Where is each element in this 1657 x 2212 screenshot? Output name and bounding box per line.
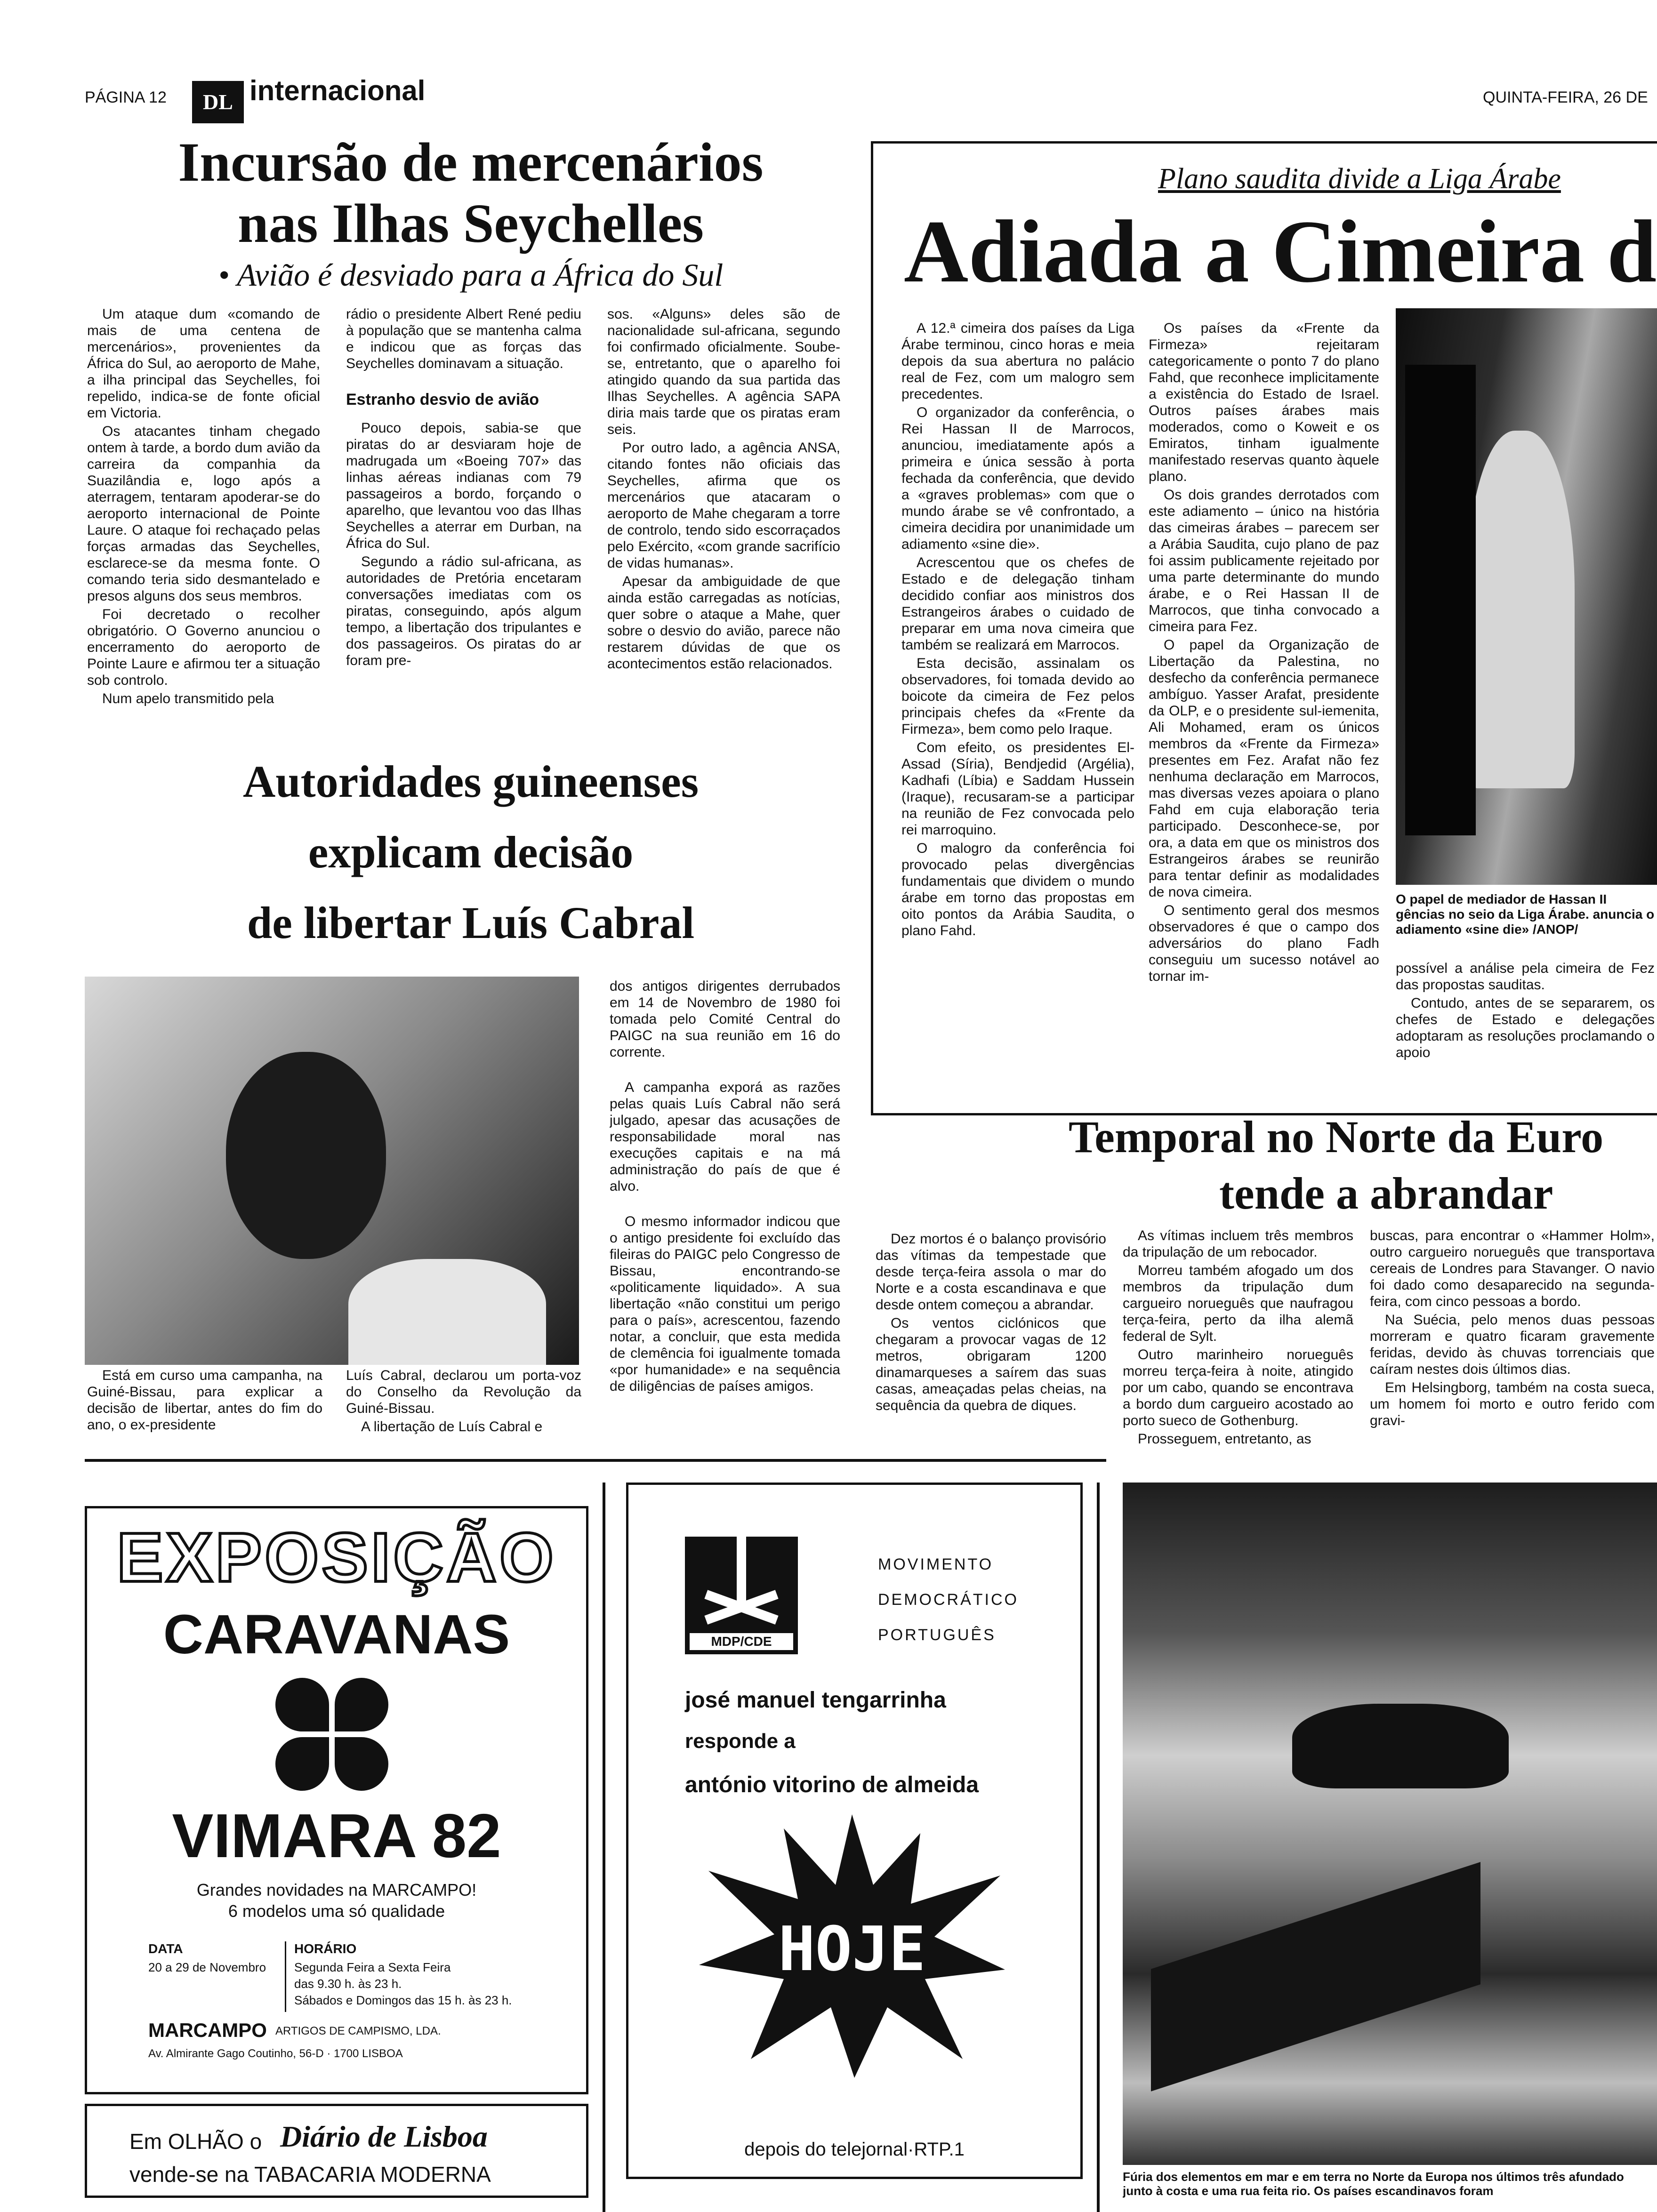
paragraph: Contudo, antes de se separarem, os chefes de Estado e delegações adoptaram as resoluções proclamando o apoio xyxy=(1396,995,1655,1060)
paragraph: Morreu também afogado um dos membros da tripulação dum cargueiro norueguês que naufragou terça-feira, perto da ilha alemã federal de Sylt. xyxy=(1123,1263,1353,1344)
mdp-ad-footer: depois do telejornal·RTP.1 xyxy=(744,2139,965,2160)
seychelles-title-line1: Incursão de mercenários xyxy=(178,131,764,193)
section-logo: DL xyxy=(192,81,244,123)
caravanas-ad-hours-label: HORÁRIO xyxy=(294,1941,357,1956)
caravanas-ad xyxy=(85,1506,588,2094)
paragraph: O mesmo informador indicou que o antigo presidente foi excluído das fileiras do PAIGC pelo Congresso de Bissau, encontrando-se «politicamente liquidado». A sua libertação «não constitui um perigo para o país», acrescentou, fazendo notar, a concluir, que esta medida de clemência foi igualmente tomada «por humanidade» e na sequência de diligências de países amigos. xyxy=(610,1214,840,1394)
caravanas-ad-company: MARCAMPO xyxy=(148,2019,267,2041)
paragraph: A 12.ª cimeira dos países da Liga Árabe terminou, cinco horas e meia depois da sua abertura no palácio real de Fez, com um malogro sem precedentes. xyxy=(901,321,1134,402)
guinea-caption-right xyxy=(346,1367,581,1438)
guinea-title-line2: explicam decisão xyxy=(308,827,634,877)
paragraph: Na Suécia, pelo menos duas pessoas morreram e quatro ficaram gravemente feridas, devido às chuvas torrenciais que caíram nestes dois últimos dias. xyxy=(1370,1312,1655,1377)
storm-column-2 xyxy=(1123,1227,1353,1482)
diario-ad-paper: Diário de Lisboa xyxy=(280,2120,488,2153)
section-title: internacional xyxy=(249,75,426,106)
portrait-shirt xyxy=(348,1259,546,1365)
paragraph: O papel da Organização de Libertação da Palestina, no desfecho da conferência permanece ambíguo. Yasser Arafat, presidente da OLP, e o presidente sul-iemenita, Ali Mohamed, eram os únicos membros da «Frente da Firmeza» presentes em Fez. Arafat não fez nenhuma declaração em Marrocos, mas diversas vezes apoiara o plano Fahd em cuja elaboração teria participado. Desconhece-se, por ora, a data em que os ministros dos Estrangeiros árabes se reunirão para tentar definir as modalidades de nova cimeira. xyxy=(1149,637,1379,900)
seychelles-column-2 xyxy=(346,306,581,729)
paragraph: Segundo a rádio sul-africana, as autoridades de Pretória encetaram conversações imediatas com os piratas, conseguindo, após algum tempo, a libertação dos tripulantes e dos passageiros. Os piratas do ar foram pre- xyxy=(346,554,581,668)
paragraph: Os atacantes tinham chegado ontem à tarde, a bordo dum avião da carreira da companhia da Suazilândia e, logo após a aterragem, tentaram apoderar-se do aeroporto internacional de Pointe Laure. O ataque foi rechaçado pelas forças armadas das Seychelles, esclarece-se da mesma fonte. O comando teria sido desmantelado e presos alguns dos seus membros. xyxy=(87,424,320,604)
caravanas-ad-brand: VIMARA 82 xyxy=(172,1801,501,1870)
paragraph: Em Helsingborg, também na costa sueca, um homem foi morto e outro ferido com gravi- xyxy=(1370,1380,1655,1428)
storm-photo xyxy=(1123,1483,1657,2165)
seychelles-subhead: Estranho desvio de avião xyxy=(346,391,539,409)
mdp-logo xyxy=(685,1537,798,1654)
paragraph: Acrescentou que os chefes de Estado e de delegação tinham decidido confiar aos ministros dos Estrangeiros árabes o cuidado de preparar em uma nova cimeira que também se realizará em Marrocos. xyxy=(901,555,1134,653)
mdp-ad-line3: antónio vitorino de almeida xyxy=(685,1772,979,1797)
mdp-ad-line2: responde a xyxy=(685,1730,796,1753)
paragraph: Por outro lado, a agência ANSA, citando fontes não oficiais das Seychelles, afirma que os mercenários que atacaram o aeroporto de Mahe chegaram a torre de controlo, tendo sido escorraçados pelo Exército, «com grande sacrifício de vidas humanas». xyxy=(607,440,840,571)
caravanas-ad-hours1: Segunda Feira a Sexta Feira xyxy=(294,1960,451,1974)
paragraph: Está em curso uma campanha, na Guiné-Bissau, para explicar a decisão de libertar, antes do fim do ano, o ex-presidente xyxy=(87,1368,322,1433)
diario-ad xyxy=(85,2104,588,2198)
paragraph: Num apelo transmitido pela xyxy=(102,691,274,706)
caravanas-ad-hours3: Sábados e Domingos das 15 h. às 23 h. xyxy=(294,1993,512,2007)
caravanas-ad-hours2: das 9.30 h. às 23 h. xyxy=(294,1977,402,1991)
liga-column-3 xyxy=(1396,960,1655,1078)
storm-title-line1: Temporal no Norte da Euro xyxy=(1069,1112,1604,1162)
seychelles-title-line2: nas Ilhas Seychelles xyxy=(237,192,704,254)
liga-title: Adiada a Cimeira d xyxy=(904,202,1657,301)
photo-figure xyxy=(1405,365,1476,835)
storm-title-line2: tende a abrandar xyxy=(1219,1168,1553,1218)
seychelles-column-3 xyxy=(607,306,840,729)
mdp-org-line3: PORTUGUÊS xyxy=(878,1626,996,1644)
paragraph: Prosseguem, entretanto, as xyxy=(1138,1431,1311,1447)
mdp-ad xyxy=(626,1483,1083,2179)
guinea-column xyxy=(610,978,840,1449)
paragraph: Esta decisão, assinalam os observadores, foi tomada devido ao boicote da cimeira de Fez pelos principais chefes da «Frente da Firmeza», bem como pelo Iraque. xyxy=(901,656,1134,737)
caravanas-ad-line1: Grandes novidades na MARCAMPO! xyxy=(196,1880,477,1899)
caravanas-ad-subtitle: CARAVANAS xyxy=(163,1603,510,1666)
caravanas-ad-date: 20 a 29 de Novembro xyxy=(148,1960,266,1974)
hassan-photo-caption: O papel de mediador de Hassan II gências no seio da Liga Árabe. anuncia o adiamento «sine die» /ANOP/ xyxy=(1396,892,1655,937)
caravanas-ad-title: EXPOSIÇÃO xyxy=(117,1519,556,1596)
paragraph: O sentimento geral dos mesmos observadores é que o campo dos adversários do plano Fadh conseguiu um sucesso notável ao tornar im- xyxy=(1149,903,1379,984)
paragraph: O malogro da conferência foi provocado pelas divergências fundamentais que dividem o mundo árabe em torno das propostas em oito pontos da Arábia Saudita, o plano Fahd. xyxy=(901,841,1134,938)
paragraph: Outro marinheiro norueguês morreu terça-feira à noite, atingido por um cabo, quando se encontrava a bordo dum cargueiro acostado ao porto sueco de Gothenburg. xyxy=(1123,1347,1353,1428)
caravanas-ad-company-desc: ARTIGOS DE CAMPISMO, LDA. xyxy=(275,2025,441,2037)
paragraph: As vítimas incluem três membros da tripulação de um rebocador. xyxy=(1123,1228,1353,1260)
paragraph: Pouco depois, sabia-se que piratas do ar desviaram hoje de madrugada um «Boeing 707» das linhas aéreas indianas com 79 passageiros a bordo, forçando o aparelho, que levantou voo das Ilhas Seychelles a aterrar em Durban, na África do Sul. xyxy=(346,420,581,551)
photo-ship xyxy=(1151,1862,1480,2091)
seychelles-subtitle: • Avião é desviado para a África do Sul xyxy=(218,257,724,293)
portrait-head xyxy=(226,1052,386,1259)
paragraph: rádio o presidente Albert René pediu à população que se mantenha calma e indicou que as forças das Seychelles dominavam a situação. xyxy=(346,306,581,371)
caravanas-ad-address: Av. Almirante Gago Coutinho, 56-D · 1700 LISBOA xyxy=(148,2047,403,2060)
caravanas-ad-line2: 6 modelos uma só qualidade xyxy=(228,1901,445,1921)
paragraph: Os países da «Frente da Firmeza» rejeitaram categoricamente o ponto 7 do plano Fahd, que reconhece implicitamente a existência do Estado de Israel. Outros países árabes mais moderados, como o Koweit e os Emiratos, tinham igualmente manifestado reservas quanto àquele plano. xyxy=(1149,321,1379,484)
marcampo-logo xyxy=(275,1678,388,1791)
guinea-title-line1: Autoridades guineenses xyxy=(242,756,699,807)
paragraph: Um ataque dum «comando de mais de uma centena de mercenários», provenientes da África do Sul, ao aeroporto de Mahe, a ilha principal das Seychelles, foi repelido, indica-se de fonte oficial em Victoria. xyxy=(87,306,320,421)
liga-kicker: Plano saudita divide a Liga Árabe xyxy=(1158,163,1561,195)
diario-ad-prefix: Em OLHÃO o xyxy=(129,2129,262,2154)
mdp-logo-label: MDP/CDE xyxy=(690,1633,793,1650)
paragraph: A campanha exporá as razões pelas quais Luís Cabral não será julgado, apesar das acusações de responsabilidade moral nas execuções capitais e na má administração do país de que é alvo. xyxy=(610,1080,840,1194)
paragraph: A libertação de Luís Cabral e xyxy=(361,1419,543,1435)
page-number: PÁGINA 12 xyxy=(85,88,167,106)
storm-photo-caption: Fúria dos elementos em mar e em terra no Norte da Europa nos últimos três afundado junto à costa e uma rua feita rio. Os países escandinavos foram xyxy=(1123,2170,1624,2198)
hassan-photo xyxy=(1396,308,1657,885)
paragraph: Dez mortos é o balanço provisório das vítimas da tempestade que desde terça-feira assola o mar do Norte e a costa escandinava e que desde ontem começou a abrandar. xyxy=(876,1231,1106,1313)
paragraph: possível a análise pela cimeira de Fez das propostas sauditas. xyxy=(1396,961,1655,993)
divider xyxy=(1097,1483,1100,2212)
caravanas-ad-date-label: DATA xyxy=(148,1941,183,1956)
photo-car xyxy=(1292,1704,1509,1788)
guinea-caption-left xyxy=(87,1367,322,1438)
liga-column-2 xyxy=(1149,320,1379,1082)
liga-column-1 xyxy=(901,320,1134,1082)
divider xyxy=(85,1459,1106,1462)
paragraph: O organizador da conferência, o Rei Hassan II de Marrocos, anunciou, imediatamente após a primeira e única sessão à porta fechada da conferência, que devido a «graves problemas» com que o mundo árabe se vê confrontado, a cimeira decidira por unanimidade um adiamento «sine die». xyxy=(901,405,1134,552)
diario-ad-line2: vende-se na TABACARIA MODERNA xyxy=(129,2162,491,2187)
mdp-ad-line1: josé manuel tengarrinha xyxy=(685,1688,946,1713)
page-date: QUINTA-FEIRA, 26 DE xyxy=(1483,88,1648,106)
divider xyxy=(285,1941,286,2012)
paragraph: dos antigos dirigentes derrubados em 14 de Novembro de 1980 foi tomada pelo Comité Central do PAIGC na sua reunião em 16 do corrente. xyxy=(610,978,840,1060)
photo-figure xyxy=(1466,431,1575,788)
divider xyxy=(603,1483,605,2212)
mdp-org-line1: MOVIMENTO xyxy=(878,1555,994,1573)
storm-column-1 xyxy=(876,1231,1106,1457)
paragraph: Com efeito, os presidentes El-Assad (Síria), Bendjedid (Argélia), Kadhafi (Líbia) e Saddam Hussein (Iraque), recusaram-se a participar na reunião de Fez convocada pelo rei marroquino. xyxy=(901,740,1134,838)
mdp-ad-burst-text: HOJE xyxy=(778,1913,926,1985)
paragraph: Os ventos ciclónicos que chegaram a provocar vagas de 12 metros, obrigaram 1200 dinamarqueses a saírem das suas casas, ameaçadas pelas cheias, na sequência da quebra de diques. xyxy=(876,1315,1106,1413)
storm-column-3 xyxy=(1370,1227,1655,1482)
guinea-title-line3: de libertar Luís Cabral xyxy=(247,898,695,948)
paragraph: Os dois grandes derrotados com este adiamento – único na história das cimeiras árabes – parecem ser a Arábia Saudita, cujo plano de paz foi assim publicamente rejeitado por uma parte determinante do mundo árabe, e o Rei Hassan II de Marrocos, que tinha convocado a cimeira para Fez. xyxy=(1149,487,1379,634)
mdp-org-line2: DEMOCRÁTICO xyxy=(878,1591,1019,1609)
paragraph: Apesar da ambiguidade de que ainda estão carregadas as notícias, quer sobre o ataque a Mahe, quer sobre o desvio do avião, parece não restarem dúvidas de que os acontecimentos estão relacionados. xyxy=(607,574,840,672)
paragraph: sos. «Alguns» deles são de nacionalidade sul-africana, segundo foi confirmado oficialmente. Soube-se, entretanto, que o aparelho foi atingido quando da sua partida das Ilhas Seychelles. A agência SAPA diria mais tarde que os piratas eram seis. xyxy=(607,306,840,437)
paragraph: buscas, para encontrar o «Hammer Holm», outro cargueiro norueguês que transportava cereais de Londres para Stavanger. O navio foi dado como desaparecido na segunda-feira, com cinco pessoas a bordo. xyxy=(1370,1228,1655,1309)
seychelles-column-1 xyxy=(87,306,320,729)
luis-cabral-photo xyxy=(85,977,579,1365)
paragraph: Foi decretado o recolher obrigatório. O Governo anunciou o encerramento do aeroporto de Pointe Laure e afirmou ter a situação sob controlo. xyxy=(87,607,320,688)
paragraph: Luís Cabral, declarou um porta-voz do Conselho da Revolução da Guiné-Bissau. xyxy=(346,1368,581,1416)
